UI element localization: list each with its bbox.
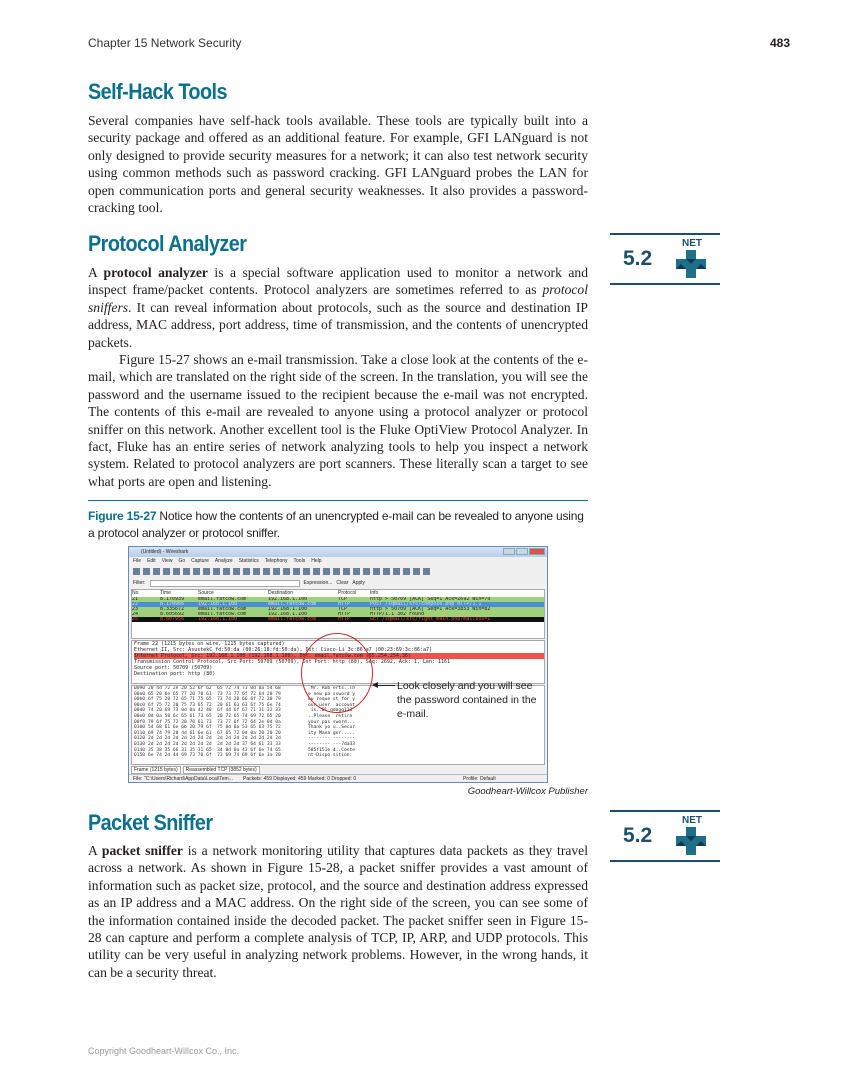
toolbar-button-icon	[373, 568, 380, 575]
hex-offset: 0110	[134, 730, 146, 736]
hex-ascii: -------- ---7da33	[308, 741, 356, 747]
hex-offset: 00c0	[134, 702, 146, 708]
packet-dst: 192.168.1.100	[268, 597, 308, 602]
packet-row[interactable]	[132, 617, 544, 622]
hex-offset: 0150	[134, 753, 146, 759]
heading-protocol-analyzer: Protocol Analyzer	[88, 231, 247, 256]
toolbar-button-icon	[363, 568, 370, 575]
hex-ascii: your pas sword...	[308, 719, 356, 725]
hex-ascii: ou reque st for y	[308, 697, 356, 703]
figure-annotation: Look closely and you will see the password contained in the e-mail.	[397, 680, 537, 720]
figure-rule	[88, 500, 588, 501]
menu-item[interactable]: Go	[178, 558, 186, 564]
toolbar-button-icon	[393, 568, 400, 575]
packet-proto: HTTP	[338, 617, 351, 622]
toolbar	[129, 566, 547, 578]
hex-ascii: Thank yo u..Secur	[308, 725, 356, 731]
packet-src: email.fatcow.com	[198, 607, 247, 612]
hex-bytes: 35 38 35 66 31 35 31 65 34 0d 0a 43 6f 6e 74 65	[148, 747, 281, 753]
packet-info: http > 50709 [ACK] Seq=1 Ack=3853 Win=82	[370, 607, 491, 612]
toolbar-button-icon	[133, 568, 140, 575]
toolbar-button-icon	[323, 568, 330, 575]
toolbar-button-icon	[163, 568, 170, 575]
hex-offset: 00e0	[134, 713, 146, 719]
toolbar-button-icon	[253, 568, 260, 575]
heading-self-hack-tools: Self-Hack Tools	[88, 79, 227, 104]
toolbar-button-icon	[313, 568, 320, 575]
filter-bar: Filter: Expression... Clear Apply	[133, 580, 365, 586]
hex-bytes: 2d 2d 2d 2d 2d 2d 2d 2d 2d 2d 2d 37 64 61 33 33	[148, 741, 281, 747]
filter-input	[150, 580, 300, 587]
packet-proto: HTTP	[338, 612, 351, 617]
detail-line: Destination port: http (80)	[134, 671, 216, 677]
toolbar-button-icon	[183, 568, 190, 575]
hex-bytes: 54 68 61 6e 6b 20 79 6f 75 0d 0a 53 65 63 75 72	[148, 725, 281, 731]
hex-offset: 00f0	[134, 719, 146, 725]
toolbar-button-icon	[223, 568, 230, 575]
minimize-icon	[503, 548, 515, 555]
hex-bytes: 65 20 6e 65 77 20 70 61 73 73 77 6f 72 64 20 79	[148, 691, 281, 697]
menu-item[interactable]: Telephony	[264, 558, 288, 564]
toolbar-button-icon	[263, 568, 270, 575]
menu-item[interactable]: Edit	[147, 558, 156, 564]
packet-list-header: No. Time Source Destination Protocol Info	[132, 590, 544, 597]
net-label: NET	[682, 238, 702, 249]
menu-bar	[129, 557, 547, 566]
term-protocol-analyzer: protocol analyzer	[103, 265, 208, 280]
packet-info: HTTP/1.1 302 Found	[370, 612, 425, 617]
toolbar-button-icon	[273, 568, 280, 575]
packet-info: http > 50709 [ACK] Seq=1 Ack=2692 Win=70	[370, 597, 491, 602]
objective-number: 5.2	[623, 824, 653, 847]
packet-info: GET /sqmail/src/right_main.php?mailbox=I	[370, 617, 491, 622]
hex-ascii: 585f151e 4..Conte	[308, 747, 356, 753]
hex-bytes: 0d 0a 50 6c 65 61 73 65 20 72 65 74 69 72 65 20	[148, 713, 281, 719]
packet-src: 192.168.1.100	[198, 617, 238, 622]
hex-bytes: 74 20 69 73 0d 0a 42 48 6f 44 6f 67 71 31 32 33	[148, 708, 281, 714]
menu-item[interactable]: View	[161, 558, 173, 564]
menu-item[interactable]: Statistics	[238, 558, 259, 564]
hex-offset: 0130	[134, 741, 146, 747]
net-cross-icon	[676, 827, 706, 855]
figure-credit: Goodheart-Willcox Publisher	[467, 786, 588, 797]
toolbar-button-icon	[243, 568, 250, 575]
arrowhead-icon	[372, 682, 378, 688]
copyright-footer: Copyright Goodheart-Willcox Co., Inc.	[88, 1046, 240, 1056]
menu-item[interactable]: Capture	[191, 558, 209, 564]
toolbar-button-icon	[333, 568, 340, 575]
toolbar-button-icon	[233, 568, 240, 575]
detail-line: Transmission Control Protocol, Src Port: 50709 (50709), Dst Port: http (80), Seq: 2692, Ack: 1, Len: 1161	[134, 659, 451, 665]
packet-time: 8.607956	[160, 617, 185, 622]
net-objective-badge	[610, 810, 720, 862]
detail-line: Source port: 50709 (50709)	[134, 665, 213, 671]
hex-ascii: is..Bl gdogq123	[308, 708, 353, 714]
net-cross-icon	[676, 250, 706, 278]
hex-bytes: 69 74 79 20 4d 61 6e 61 67 65 72 0d 0a 20 20 20	[148, 730, 281, 736]
window-title-bar: (Untitled) - Wireshark	[129, 547, 547, 557]
hex-bytes: 79 6f 75 72 20 70 61 73 73 77 6f 72 64 2e 0d 0a	[148, 719, 281, 725]
menu-item[interactable]: Analyze	[214, 558, 233, 564]
packet-info: POST /sqmail/src/compose.php HTTP/1.1	[370, 602, 482, 607]
hex-offset: 0090	[134, 686, 146, 691]
packet-no: 25	[132, 617, 139, 622]
toolbar-button-icon	[283, 568, 290, 575]
term-protocol-sniffers: protocol sniffers	[88, 282, 588, 315]
close-icon	[529, 548, 545, 555]
hex-offset: 00a0	[134, 691, 146, 697]
figure-caption: Figure 15-27 Notice how the contents of an unencrypted e-mail can be revealed to anyone using a protocol analyzer or protocol sniffer.	[88, 509, 584, 540]
packet-proto: TCP	[338, 597, 348, 602]
toolbar-button-icon	[353, 568, 360, 575]
packet-no: 23	[132, 607, 139, 612]
hex-bytes: 6f 75 72 20 75 73 65 72 20 61 63 63 6f 75 6e 74	[148, 702, 281, 708]
protocol-analyzer-para-2: Figure 15-27 shows an e-mail transmission. Take a close look at the contents of the e-mail, which are translated on the right side of the screen. In the translation, you will see the password and the username issued to the recipient because the e-mail was not encrypted. The contents of this e-mail are revealed to anyone using a protocol analyzer or protocol sniffer on this network. Another excellent tool is the Fluke OptiView Protocol Analyzer. In fact, Fluke has an entire series of network analyzing tools to help you inspect a network system. Related to protocol analyzers are port scanners. These literally scan a target to see what ports are open and listening.	[88, 352, 588, 489]
protocol-analyzer-text	[88, 264, 588, 490]
toolbar-button-icon	[173, 568, 180, 575]
hex-offset: 00d0	[134, 708, 146, 714]
packet-dst: email.fatcow.com	[268, 602, 317, 607]
menu-item[interactable]: Tools	[293, 558, 306, 564]
menu-item[interactable]: File	[133, 558, 142, 564]
hex-ascii: ..Please retire	[308, 713, 353, 719]
packet-sniffer-text: A packet sniffer is a network monitoring utility that captures data packets as they travel across a network. As shown in Figure 15-28, a packet sniffer provides a vast amount of information such as packet size, protocol, and the source and destination address expressed as an IP address and a MAC address. On the right side of the screen, you can see some of the information contained inside the decoded packet. The packet sniffer seen in Figure 15-28 can capture and perform a complete analysis of TCP, IP, ARP, and UDP protocols. This utility can be very useful in analyzing network problems. However, in the wrong hands, it can be a security threat.	[88, 843, 588, 980]
hex-offset: 0140	[134, 747, 146, 753]
detail-line: Internet Protocol, Src: 192.168.1.100 (192.168.1.100), Dst: email.fatcow.com (65.254.254.36)	[134, 653, 544, 659]
hex-bytes: 6e 74 2d 44 69 73 70 6f 73 69 74 69 6f 6e 3a 20	[148, 753, 281, 759]
hex-bytes: 2d 2d 2d 2d 2d 2d 2d 2d 2d 2d 2d 2d 2d 2d 2d 2d	[148, 736, 281, 742]
toolbar-button-icon	[413, 568, 420, 575]
packet-no: 21	[132, 597, 139, 602]
toolbar-button-icon	[303, 568, 310, 575]
packet-proto: HTTP	[338, 602, 351, 607]
objective-number: 5.2	[623, 247, 653, 270]
packet-src: email.fatcow.com	[198, 597, 247, 602]
toolbar-button-icon	[203, 568, 210, 575]
toolbar-button-icon	[153, 568, 160, 575]
packet-dst: 192.168.1.100	[268, 612, 308, 617]
maximize-icon	[516, 548, 528, 555]
packet-src: email.fatcow.com	[198, 612, 247, 617]
packet-no: 24	[132, 612, 139, 617]
toolbar-button-icon	[423, 568, 430, 575]
term-packet-sniffer: packet sniffer	[101, 843, 183, 858]
protocol-analyzer-para-1: A protocol analyzer is a special software application used to monitor a network and inspect frame/packet contents. Protocol analyzers are sometimes referred to as protocol sniffers. It can reveal information about protocols, such as the source and destination IP address, MAC address, port address, time of transmission, and the contents of unencrypted packets.	[88, 265, 588, 350]
highlight-circle	[301, 633, 373, 713]
toolbar-button-icon	[213, 568, 220, 575]
hex-offset: 00b0	[134, 697, 146, 703]
net-label: NET	[682, 815, 702, 826]
hex-offset: 0100	[134, 725, 146, 731]
detail-line: Ethernet II, Src: AsustekC_fd:50:da (00:26:18:fd:50:da), Dst: Cisco-Li_3c:86:a7 (00:23:69:3c:86:a7)	[134, 647, 433, 653]
heading-packet-sniffer: Packet Sniffer	[88, 810, 213, 835]
toolbar-button-icon	[293, 568, 300, 575]
packet-proto: TCP	[338, 607, 348, 612]
bytes-tabs: Frame (1215 bytes) Reassembled TCP (3852 bytes)	[129, 766, 547, 774]
detail-line: Frame 22 (1215 bytes on wire, 1215 bytes captured)	[134, 641, 285, 647]
hex-ascii: e new pa ssword y	[308, 691, 356, 697]
hex-bytes: 20 4d 72 2e 20 52 6f 62 65 72 74 73 0d 0a 54 68	[148, 686, 281, 691]
packet-time: 8.605692	[160, 612, 185, 617]
page-number: 483	[769, 36, 790, 50]
packet-dst: email.fatcow.com	[268, 617, 317, 622]
status-bar: File: "C:\Users\Richard\AppData\Local\Tem... Packets: 459 Displayed: 459 Marked: 0 Dropped: 0 Profile: Default	[129, 774, 547, 783]
packet-no: 22	[132, 602, 139, 607]
hex-bytes: 6f 75 20 72 65 71 75 65 73 74 20 66 6f 72 20 79	[148, 697, 281, 703]
running-head: Chapter 15 Network Security	[88, 36, 242, 50]
toolbar-button-icon	[403, 568, 410, 575]
packet-time: 8.170986	[160, 602, 185, 607]
packet-list	[131, 589, 545, 639]
hex-offset: 0120	[134, 736, 146, 742]
menu-item[interactable]: Help	[311, 558, 322, 564]
net-objective-badge	[610, 233, 720, 285]
self-hack-paragraph: Several companies have self-hack tools available. These tools are typically built into a security package and offered as an additional feature. For example, GFI LANguard is not only designed to provide security measures for a network; it can also test network security using common methods such as password cracking. GFI LANguard probes the LAN for open communication ports and general security weaknesses. It also provides a password-cracking tool.	[88, 113, 588, 216]
packet-time: 8.335672	[160, 607, 185, 612]
toolbar-button-icon	[193, 568, 200, 575]
toolbar-button-icon	[143, 568, 150, 575]
packet-time: 8.170939	[160, 597, 185, 602]
hex-ascii: nt-Dispo sition:	[308, 753, 356, 759]
packet-src: 192.168.1.100	[198, 602, 238, 607]
packet-dst: 192.168.1.100	[268, 607, 308, 612]
hex-ascii: -------- --------	[308, 736, 356, 742]
hex-ascii: our user account	[308, 702, 356, 708]
hex-ascii: ity Mana ger.....	[308, 730, 356, 736]
toolbar-button-icon	[343, 568, 350, 575]
hex-ascii: Mr. Rob erts..Th	[308, 686, 356, 691]
toolbar-button-icon	[383, 568, 390, 575]
